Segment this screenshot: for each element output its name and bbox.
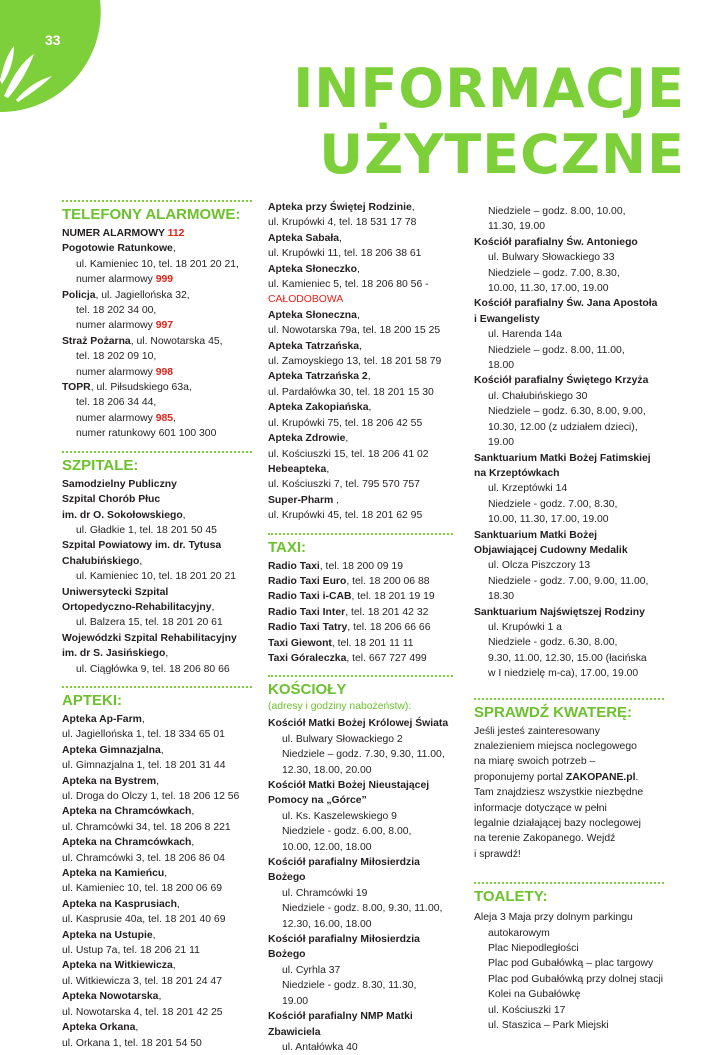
church-name: Kościół parafialny NMP Matki <box>268 1011 413 1023</box>
toilet-location: Plac pod Gubałówką – plac targowy <box>488 958 654 970</box>
hospital-4-addr: ul. Ciągłówka 9, tel. 18 206 80 66 <box>76 663 230 675</box>
taxi-item: Radio Taxi Tatry, tel. 18 206 66 66 <box>268 622 431 634</box>
alarm-main: NUMER ALARMOWY 112 <box>62 228 185 239</box>
church-name: Sanktuarium Najświętszej Rodziny <box>474 606 645 618</box>
church-name: i Ewangelisty <box>474 313 540 325</box>
church-addr: ul. Bulwary Słowackiego 33 <box>488 252 615 264</box>
pharmacy-addr: ul. Pardałówka 30, tel. 18 201 15 30 <box>268 386 434 398</box>
pharmacy-addr: ul. Ustup 7a, tel. 18 206 21 11 <box>62 945 200 957</box>
alarm-topr-tel: tel. 18 206 34 44, <box>76 397 157 409</box>
hospitals-heading: SZPITALE: <box>62 456 139 474</box>
divider <box>474 698 664 700</box>
hospital-1-name-3: im. dr O. Sokołowskiego, <box>62 509 186 521</box>
toilet-location: Plac pod Gubałówką przy dolnej stacji <box>488 973 664 985</box>
alarm-straz-tel: tel. 18 202 09 10, <box>76 351 157 363</box>
church-hours: 18.30 <box>488 591 515 603</box>
alarm-topr: TOPR, ul. Piłsudskiego 63a, <box>62 382 192 394</box>
pharmacy-addr: ul. Kościuszki 15, tel. 18 206 41 02 <box>268 448 429 460</box>
churches-heading: KOŚCIOŁY <box>268 681 347 699</box>
pharmacy-addr: ul. Orkana 1, tel. 18 201 54 50 <box>62 1037 202 1049</box>
pharmacy-name: Apteka na Bystrem, <box>62 775 160 787</box>
hospital-4-name: Wojewódzki Szpital Rehabilitacyjny <box>62 632 237 644</box>
lodging-text: Tam znajdziesz wszystkie niezbędne <box>474 787 644 799</box>
church-name: Sanktuarium Matki Bożej <box>474 529 597 541</box>
column-middle <box>268 200 453 1055</box>
toilet-location: ul. Staszica – Park Miejski <box>488 1020 609 1032</box>
hospital-1-name: Samodzielny Publiczny <box>62 478 177 490</box>
pharmacy-name: Apteka Nowotarska, <box>62 991 162 1003</box>
lodging-text: legalnie działającej bazy noclegowej <box>474 818 641 830</box>
pharmacy-name: Apteka Gimnazjalna, <box>62 744 164 756</box>
pharmacy-addr: ul. Krupówki 11, tel. 18 206 38 61 <box>268 248 422 260</box>
church-hours: Niedziele – godz. 8.00, 11.00, <box>488 344 625 356</box>
hospital-3-addr: ul. Balzera 15, tel. 18 201 20 61 <box>76 617 223 629</box>
hospital-1-addr: ul. Gładkie 1, tel. 18 201 50 45 <box>76 524 217 536</box>
pharmacy-name: Apteka na Kasprusiach, <box>62 898 180 910</box>
pharmacy-name: Apteka Zdrowie, <box>268 433 349 445</box>
pharmacy-name: Apteka na Kamieńcu, <box>62 868 168 880</box>
church-name: Kościół parafialny Świętego Krzyża <box>474 375 649 387</box>
alarm-topr-rescue: numer ratunkowy 601 100 300 <box>76 428 217 440</box>
lodging-text: informacje dotyczące w pełni <box>474 802 607 814</box>
church-hours: Niedziele - godz. 7.00, 9.00, 11.00, <box>488 575 649 587</box>
church-hours: Niedziele – godz. 7.00, 8.30, <box>488 267 620 279</box>
pharmacy-addr: ul. Chramcówki 3, tel. 18 206 86 04 <box>62 852 225 864</box>
pharmacy-addr: ul. Krupówki 4, tel. 18 531 17 78 <box>268 217 417 229</box>
divider <box>62 686 252 688</box>
taxi-item: Radio Taxi i-CAB, tel. 18 201 19 19 <box>268 591 435 603</box>
taxi-heading: TAXI: <box>268 538 307 556</box>
church-hours: Niedziele - godz. 8.30, 11.30, <box>282 980 417 992</box>
pharmacy-addr: ul. Krupówki 75, tel. 18 206 42 55 <box>268 417 423 429</box>
church-hours: 19.00 <box>488 437 515 449</box>
church-hours: 19.00 <box>282 995 309 1007</box>
alarm-heading: TELEFONY ALARMOWE: <box>62 206 241 223</box>
church-name: Objawiającej Cudowny Medalik <box>474 544 628 556</box>
church-name: Bożego <box>268 949 306 961</box>
column-left <box>62 200 252 1051</box>
church-name: Kościół parafialny Miłosierdzia <box>268 857 420 869</box>
pharmacy-name: Apteka Słoneczna, <box>268 309 360 321</box>
church-hours: Niedziele – godz. 8.00, 10.00, <box>488 206 626 217</box>
church-addr: ul. Ks. Kaszelewskiego 9 <box>282 810 397 822</box>
alarm-policja-num: numer alarmowy 997 <box>76 320 174 332</box>
lodging-text: Jeśli jesteś zainteresowany <box>474 725 600 737</box>
pharmacy-name: Apteka na Chramcówkach, <box>62 806 195 818</box>
church-name: Zbawiciela <box>268 1026 321 1038</box>
church-addr: ul. Cyrhla 37 <box>282 964 341 976</box>
alarm-pogotowie-addr: ul. Kamieniec 10, tel. 18 201 20 21, <box>76 258 239 270</box>
allday-badge: CAŁODOBOWA <box>268 294 344 306</box>
pharmacy-addr: ul. Krupówki 45, tel. 18 201 62 95 <box>268 510 423 522</box>
alarm-straz: Straż Pożarna, ul. Nowotarska 45, <box>62 335 223 347</box>
lodging-text: znalezieniem miejsca noclegowego <box>474 741 637 752</box>
pharmacy-addr: ul. Gimnazjalna 1, tel. 18 201 31 44 <box>62 760 226 772</box>
lodging-heading: SPRAWDŹ KWATERĘ: <box>474 703 633 721</box>
pharmacy-name: Apteka przy Świętej Rodzinie, <box>268 202 415 213</box>
page-title <box>0 56 685 188</box>
pharmacy-addr: ul. Kasprusie 40a, tel. 18 201 40 69 <box>62 914 226 926</box>
pharmacy-addr: ul. Kamieniec 5, tel. 18 206 80 56 - <box>268 279 429 291</box>
church-addr: ul. Harenda 14a <box>488 329 562 341</box>
church-hours: Niedziele - godz. 8.00, 9.30, 11.00, <box>282 903 443 915</box>
church-name: Kościół Matki Bożej Królowej Świata <box>268 718 449 730</box>
taxi-item: Radio Taxi Euro, tel. 18 200 06 88 <box>268 575 430 587</box>
church-name: Pomocy na „Górce” <box>268 795 367 807</box>
page-number: 33 <box>45 32 61 48</box>
church-hours: Niedziele – godz. 7.30, 9.30, 11.00, <box>282 749 445 761</box>
hospital-1-name-2: Szpital Chorób Płuc <box>62 494 161 506</box>
title-line-2: UŻYTECZNE <box>319 123 685 186</box>
church-addr: ul. Antałówka 40 <box>282 1041 358 1053</box>
pharmacy-name: Apteka Sabała, <box>268 232 342 244</box>
church-addr: ul. Olcza Piszczory 13 <box>488 560 591 572</box>
divider <box>474 882 664 884</box>
hospital-2-name: Szpital Powiatowy im. dr. Tytusa <box>62 540 222 552</box>
pharmacy-addr: ul. Kamieniec 10, tel. 18 200 06 69 <box>62 883 223 895</box>
church-hours: 9.30, 11.00, 12.30, 15.00 (łacińska <box>488 652 647 664</box>
pharmacy-name: Apteka na Witkiewicza, <box>62 960 176 972</box>
church-hours: w I niedzielę m-ca), 17.00, 19.00 <box>488 668 639 680</box>
lodging-text: na miarę swoich potrzeb – <box>474 756 596 768</box>
pharmacy-name: Apteka Tatrzańska 2, <box>268 371 371 383</box>
lodging-portal-line: proponujemy portal ZAKOPANE.pl. <box>474 771 639 783</box>
church-hours: 12.30, 18.00, 20.00 <box>282 764 372 776</box>
church-name: Kościół parafialny Św. Antoniego <box>474 236 638 248</box>
church-addr: ul. Krupówki 1 a <box>488 621 562 633</box>
church-hours: 12.30, 16.00, 18.00 <box>282 918 372 930</box>
church-name: na Krzeptówkach <box>474 467 560 479</box>
pharmacy-addr: ul. Nowotarska 79a, tel. 18 200 15 25 <box>268 325 441 337</box>
pharmacy-name: Apteka Orkana, <box>62 1022 139 1034</box>
church-hours: Niedziele - godz. 7.00, 8.30, <box>488 498 618 510</box>
pharmacy-name: Super-Pharm , <box>268 494 340 506</box>
lodging-text: i sprawdź! <box>474 848 521 860</box>
divider <box>268 533 453 535</box>
alarm-policja: Policja, ul. Jagiellońska 32, <box>62 289 190 301</box>
pharmacy-addr: ul. Jagiellońska 1, tel. 18 334 65 01 <box>62 729 225 741</box>
church-addr: ul. Krzeptówki 14 <box>488 483 568 495</box>
pharmacy-addr: ul. Nowotarska 4, tel. 18 201 42 25 <box>62 1006 223 1018</box>
toilets-heading: TOALETY: <box>474 888 548 906</box>
pharmacy-addr: ul. Droga do Olczy 1, tel. 18 206 12 56 <box>62 791 240 802</box>
church-addr: ul. Chałubińskiego 30 <box>488 390 588 402</box>
pharmacy-name: Apteka na Chramcówkach, <box>62 837 195 849</box>
taxi-item: Radio Taxi, tel. 18 200 09 19 <box>268 560 403 572</box>
taxi-item: Radio Taxi Inter, tel. 18 201 42 32 <box>268 606 429 618</box>
pharmacies-heading: APTEKI: <box>62 691 122 709</box>
church-hours: Niedziele - godz. 6.30, 8.00, <box>488 637 618 649</box>
pharmacy-name: Apteka Zakopiańska, <box>268 402 372 414</box>
hospital-3-name-2: Ortopedyczno-Rehabilitacyjny, <box>62 601 215 613</box>
title-line-1: INFORMACJE <box>293 57 685 120</box>
church-hours: Niedziele - godz. 6.00, 8.00, <box>282 826 412 838</box>
divider <box>268 675 453 677</box>
pharmacy-addr: ul. Zamoyskiego 13, tel. 18 201 58 79 <box>268 356 442 368</box>
church-name: Kościół Matki Bożej Nieustającej <box>268 780 430 791</box>
pharmacy-name: Apteka Słoneczko, <box>268 263 360 275</box>
churches-subheading: (adresy i godziny nabożeństw): <box>268 701 412 713</box>
taxi-item: Taxi Giewont, tel. 18 201 11 11 <box>268 637 414 649</box>
church-addr: ul. Bulwary Słowackiego 2 <box>282 733 403 745</box>
pharmacy-name: Hebeapteka, <box>268 463 330 475</box>
taxi-item: Taxi Góraleczka, tel. 667 727 499 <box>268 652 427 664</box>
pharmacy-name: Apteka Tatrzańska, <box>268 340 362 352</box>
alarm-policja-tel: tel. 18 202 34 00, <box>76 305 157 317</box>
church-name: Kościół parafialny Miłosierdzia <box>268 934 420 946</box>
hospital-2-addr: ul. Kamieniec 10, tel. 18 201 20 21 <box>76 571 237 583</box>
hospital-4-name-2: im. dr S. Jasińskiego, <box>62 648 169 660</box>
church-hours: Niedziele – godz. 6.30, 8.00, 9.00, <box>488 406 646 418</box>
alarm-straz-num: numer alarmowy 998 <box>76 366 174 378</box>
pharmacy-addr: ul. Kościuszki 7, tel. 795 570 757 <box>268 479 420 491</box>
church-hours: 11.30, 19.00 <box>488 221 546 233</box>
church-hours: 10.00, 12.00, 18.00 <box>282 841 372 853</box>
pharmacy-addr: ul. Chramcówki 34, tel. 18 206 8 221 <box>62 821 231 833</box>
alarm-pogotowie-num: numer alarmowy 999 <box>76 274 174 286</box>
toilet-location: Plac Niepodległości <box>488 943 579 955</box>
hospital-2-name-2: Chałubińskiego, <box>62 555 143 567</box>
lodging-text: na terenie Zakopanego. Wejdź <box>474 833 616 845</box>
church-name: Kościół parafialny Św. Jana Apostoła <box>474 298 658 310</box>
pharmacy-name: Apteka Ap-Farm, <box>62 713 145 725</box>
column-right <box>474 200 664 1034</box>
church-addr: ul. Chramcówki 19 <box>282 887 368 899</box>
toilet-location: ul. Kościuszki 17 <box>488 1004 566 1016</box>
portal-link[interactable]: ZAKOPANE.pl <box>565 771 636 783</box>
divider <box>62 451 252 453</box>
pharmacy-name: Apteka na Ustupie, <box>62 929 156 941</box>
alarm-topr-num: numer alarmowy 985, <box>76 412 176 424</box>
alarm-pogotowie: Pogotowie Ratunkowe, <box>62 243 176 255</box>
hospital-3-name: Uniwersytecki Szpital <box>62 586 169 598</box>
toilet-location: Kolei na Gubałówkę <box>488 989 581 1001</box>
divider <box>62 200 252 202</box>
church-hours: 18.00 <box>488 360 515 372</box>
church-hours: 10.00, 11.30, 17.00, 19.00 <box>488 283 609 295</box>
pharmacy-addr: ul. Witkiewicza 3, tel. 18 201 24 47 <box>62 975 222 987</box>
church-hours: 10.30, 12.00 (z udziałem dzieci), <box>488 421 638 433</box>
church-name: Bożego <box>268 872 306 884</box>
church-hours: 10.00, 11.30, 17.00, 19.00 <box>488 514 609 526</box>
toilet-location: autokarowym <box>488 927 550 939</box>
church-name: Sanktuarium Matki Bożej Fatimskiej <box>474 452 651 464</box>
toilet-location: Aleja 3 Maja przy dolnym parkingu <box>474 912 633 924</box>
